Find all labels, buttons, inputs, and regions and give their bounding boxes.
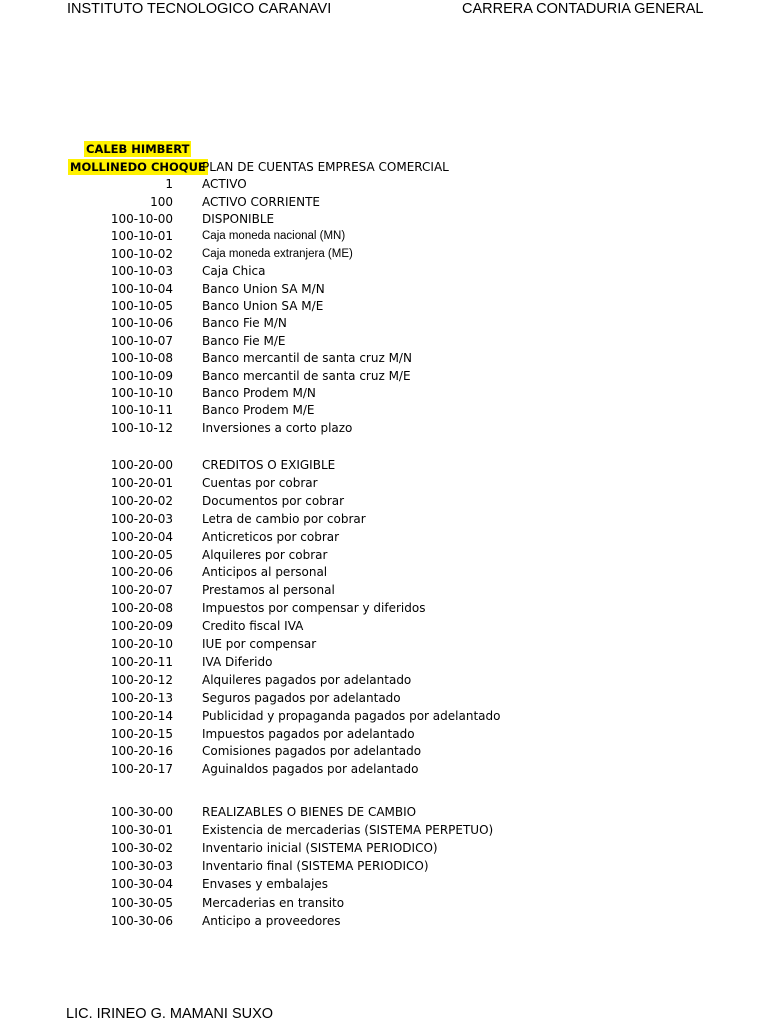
account-code: 100-10-03 [110,264,173,279]
account-code: 100-30-06 [110,913,173,928]
account-name: REALIZABLES O BIENES DE CAMBIO [202,805,417,819]
account-code: 100-30-00 [110,805,173,819]
account-code: 100-10-02 [110,246,173,261]
account-code: 1 [165,177,173,191]
account-code: 100 [150,195,173,209]
account-name: IUE por compensar [202,637,317,651]
account-name: Caja moneda nacional (MN) [202,230,346,243]
account-code: 100-10-07 [110,333,173,348]
account-code: 100-20-03 [110,511,173,526]
account-code: 100-10-06 [110,316,173,331]
author-last-name: MOLLINEDO CHOQUE [70,160,206,174]
account-code: 100-30-01 [110,823,173,838]
account-code: 100-20-12 [110,672,173,687]
account-name: Prestamos al personal [202,583,335,598]
account-name: Aguinaldos pagados por adelantado [202,762,419,777]
account-code: 100-10-11 [110,403,173,418]
account-code: 100-20-07 [110,583,173,598]
account-name: Banco Union SA M/N [202,281,325,296]
account-code: 100-20-09 [110,619,173,634]
account-code: 100-20-02 [110,493,173,508]
document-title: PLAN DE CUENTAS EMPRESA COMERCIAL [202,160,449,174]
account-name: Caja moneda extranjera (ME) [202,247,353,260]
account-code: 100-10-04 [110,281,173,296]
account-code: 100-30-05 [110,895,173,910]
account-name: Impuestos pagados por adelantado [202,726,415,741]
account-code: 100-20-11 [110,654,173,669]
footer-signature: LIC. IRINEO G. MAMANI SUXO [66,1006,274,1022]
account-name: Anticreticos por cobrar [202,529,340,544]
account-name: Credito fiscal IVA [202,619,304,634]
account-name: Existencia de mercaderias (SISTEMA PERPETUO) [202,823,494,838]
account-code: 100-10-12 [110,420,173,435]
account-code: 100-20-17 [110,762,173,777]
account-name: Publicidad y propaganda pagados por adelantado [202,708,501,723]
account-code: 100-20-06 [110,565,173,580]
account-name: Letra de cambio por cobrar [202,511,366,526]
account-name: Banco Fie M/N [202,316,287,331]
account-code: 100-20-05 [110,547,173,562]
account-code: 100-30-03 [110,859,173,874]
account-name: Seguros pagados por adelantado [202,690,401,705]
account-name: CREDITOS O EXIGIBLE [202,458,336,472]
account-name: Mercaderias en transito [202,895,345,910]
account-code: 100-10-00 [110,212,173,226]
account-name: Inventario final (SISTEMA PERIODICO) [202,859,429,874]
author-first-name: CALEB HIMBERT [86,142,190,156]
account-name: Comisiones pagados por adelantado [202,744,422,759]
account-name: Inventario inicial (SISTEMA PERIODICO) [202,841,438,856]
account-code: 100-10-09 [110,368,173,383]
account-name: Impuestos por compensar y diferidos [202,601,426,616]
account-name: Documentos por cobrar [202,493,345,508]
account-code: 100-30-04 [110,877,173,892]
header-career: CARRERA CONTADURIA GENERAL [462,1,704,17]
account-code: 100-10-05 [110,299,173,313]
account-name: Cuentas por cobrar [202,475,318,490]
account-name: DISPONIBLE [202,212,275,226]
account-code: 100-10-08 [110,351,173,366]
account-name: Anticipos al personal [202,565,328,580]
account-name: Caja Chica [202,264,266,279]
account-code: 100-20-16 [110,744,173,759]
account-code: 100-10-01 [110,229,173,244]
account-code: 100-20-10 [110,637,173,651]
account-code: 100-20-08 [110,601,173,616]
account-code: 100-20-13 [110,690,173,705]
account-code: 100-20-15 [110,726,173,741]
account-code: 100-30-02 [110,841,173,856]
account-name: Alquileres por cobrar [202,547,328,562]
account-name: Inversiones a corto plazo [202,420,353,435]
account-name: Banco Fie M/E [202,333,286,348]
account-code: 100-20-01 [110,475,173,490]
account-code: 100-20-00 [110,458,173,472]
account-name: ACTIVO [202,177,247,191]
header-institute: INSTITUTO TECNOLOGICO CARANAVI [67,1,332,17]
account-name: Alquileres pagados por adelantado [202,672,412,687]
account-name: Anticipo a proveedores [202,913,341,928]
account-code: 100-10-10 [110,386,173,400]
account-name: Banco Prodem M/N [202,386,316,400]
account-name: Banco Union SA M/E [202,299,324,313]
account-name: Envases y embalajes [202,877,328,892]
account-code: 100-20-14 [110,708,173,723]
account-name: Banco mercantil de santa cruz M/E [202,368,411,383]
account-name: Banco mercantil de santa cruz M/N [202,351,412,366]
account-name: IVA Diferido [202,654,273,669]
account-name: ACTIVO CORRIENTE [202,195,321,209]
account-code: 100-20-04 [110,529,173,544]
account-name: Banco Prodem M/E [202,403,315,418]
